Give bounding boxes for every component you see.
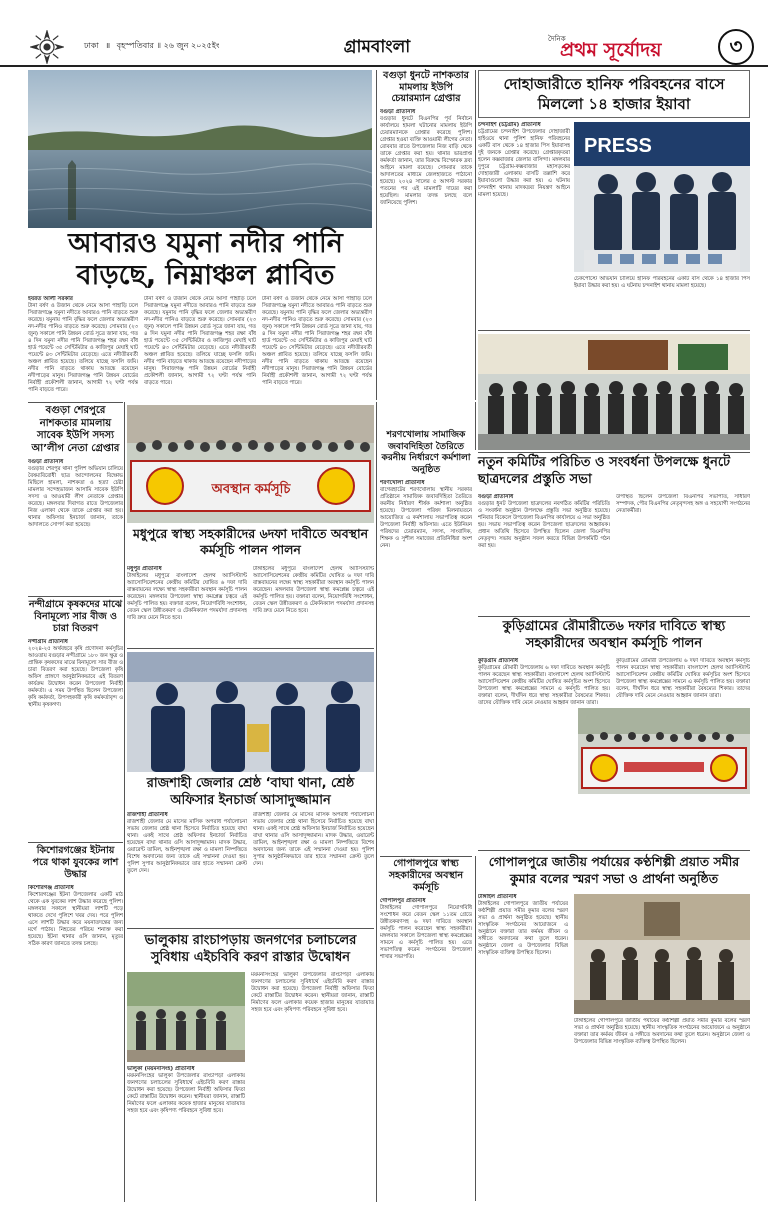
madhupur-byline: মধুপুর প্রতিনিধি [127,566,162,572]
road-inauguration-image [127,972,245,1062]
bhaluka-body-cont: ময়মনসিংহের ভালুকা উপজেলার রাংচাপড়া এলাকায় জনগণের চলাচলের সুবিধার্থে এইচবিবি করণ রাস্তার উদ্বোধন করা হয়েছে। উপজেলা নির্বাহী অফিসার ফিতা কেটে রাস্তাটির উদ্বোধন করেন। স্থানীয়রা জানান, রাস্তাটি নির্মাণের ফলে এলাকার কয়েক হাজার মানুষের যাতায়াত সহজ হবে এবং কৃষিপণ্য পরিবহনে সুবিধা হবে। [251,972,374,1013]
rule-6 [475,856,476,1201]
nandigram-body: ২০২৪-২৫ অর্থবছরে কৃষি প্রণোদনা কর্মসূচির আওতায় বগুড়ার নন্দীগ্রামে ১৮০ জন ক্ষুদ্র ও প্রান্তিক কৃষকদের মাঝে বিনামূল্যে সার বীজ ও চারা বিতরণ করা হয়েছে। উপজেলা কৃষি অফিস প্রাঙ্গণে আনুষ্ঠানিকভাবে এই বিতরণ কার্যক্রম উদ্বোধন করেন উপজেলা নির্বাহী কর্মকর্তা। এ সময় উপস্থিত ছিলেন উপজেলা কৃষি কর্মকর্তা, উপসহকারী কৃষি কর্মকর্তাবৃন্দ ও স্থানীয় কৃষকগণ। [28,646,123,708]
bogura-sherpur-body: বগুড়ার শেরপুর থানা পুলিশ অভিযান চালিয়ে বৈষম্যবিরোধী ছাত্র আন্দোলনের বিক্ষোভ মিছিলে হামলা, নাশকতা ও হত্যা চেষ্টা মামলার সন্দেহভাজন আসামি সাবেক ইউপি সদস্য ও আওয়ামী লীগ নেতাকে গ্রেপ্তার করেছে। মঙ্গলবার দিবাগত রাতে উপজেলার নিজ এলাকা থেকে তাকে গ্রেপ্তার করা হয়। থানার অফিসার ইনচার্জ জানান, তাকে আদালতে সোপর্দ করা হয়েছে। [28,466,123,528]
rule-3 [124,402,125,1202]
lead-body: টানা বর্ষণ ও উজান থেকে নেমে আসা পাহাড়ি ঢলে সিরাজগঞ্জে যমুনা নদীতে আবারও পানি বাড়তে শুরু করেছে। যমুনায় পানি বৃদ্ধির ফলে জেলার অভ্যন্তরীণ নদ-নদীর পানিও বাড়তে শুরু করেছে। সোমবার (২৩ জুন) সকালে পানি উন্নয়ন বোর্ড সূত্রে জানা যায়, গত ৪ দিন যমুনা নদীর পানি সিরাজগঞ্জ শহর রক্ষা বাঁধ হার্ড পয়েন্টে ৩৫ সেন্টিমিটার ও কাজিপুর মেঘাই ঘাট পয়েন্টে ৪৩ সেন্টিমিটার বেড়েছে। এতে নদীতীরবর্তী অঞ্চল প্লাবিত হয়েছে। তলিয়ে যাচ্ছে ফসলি জমি। নদীর পানি বাড়তে থাকায় আতঙ্কে রয়েছেন নদীপাড়ের মানুষ। সিরাজগঞ্জ পানি উন্নয়ন বোর্ডের নির্বাহী প্রকৌশলী জানান, আগামী ৭২ ঘণ্টা পর্যন্ত পানি বাড়তে পারে। [28,303,138,393]
rule-h1 [478,330,750,331]
kurigram-headline: কুড়িগ্রামের রৌমারীতে৬ দফার দাবিতে স্বাস্থ্য সহকারীদের অবস্থান কর্মসূচি পালন [502,619,726,651]
bhaluka-text-col2 [251,972,374,1196]
dohazari-byline: চন্দনাইশ (চট্টগ্রাম) প্রতিনিধি [478,122,541,128]
madhupur-banner: অবস্থান কর্মসূচি [211,482,291,497]
bhaluka-byline: ভালুকা (ময়মনসিংহ) প্রতিনিধি [127,1066,195,1072]
kurigram-text-col2 [616,658,750,704]
gopalpur-memorial-text-col1 [478,894,568,1194]
location: ঢাকা [84,41,99,50]
police-press-image [574,122,750,272]
bogura-sherpur-text [28,459,123,589]
sharankhola-body: বাগেরহাটের শরণখোলায় স্থানীয় সরকার প্রতিষ্ঠানে সামাজিক জবাবদিহিতা তৈরিতে করনীয় নির্ধারণ শীর্ষক কর্মশালা অনুষ্ঠিত হয়েছে। উপজেলা পরিষদ মিলনায়তনে আয়োজিত এ কর্মশালায় সভাপতিত্ব করেন উপজেলা নির্বাহী অফিসার। এতে ইউনিয়ন পরিষদের চেয়ারম্যান, সদস্য, সাংবাদিক, শিক্ষক ও সুশীল সমাজের প্রতিনিধিরা অংশ নেন। [380,487,472,549]
bogura-dhunat-headline: বগুড়া ধুনটে নাশকতার মামলায় ইউপি চেয়ারম্যান গ্রেপ্তার [383,70,469,104]
madhupur-text-col1 [127,566,247,644]
madhupur-headline: মধুপুরে স্বাস্থ্য সহকারীদের ৬দফা দাবীতে অবস্থান কর্মসূচি পালন পালন [132,526,369,557]
press-banner: PRESS [584,135,652,157]
rajshahi-text-col2 [253,812,374,924]
dohazari-body: চট্টগ্রামের চন্দনাইশ উপজেলার দোহাজারী হাইওয়ে থানা পুলিশ হানিফ পরিবহনের একটি বাস থেকে ১৪ হাজার পিস ইয়াবাসহ দুই জনকে গ্রেপ্তার করেছে। গ্রেপ্তারকৃতরা হলেন কক্সবাজার জেলার বাসিন্দা। মঙ্গলবার দুপুরে চট্টগ্রাম-কক্সবাজার মহাসড়কের দোহাজারী এলাকায় বাসটি তল্লাশি করে ইয়াবাগুলো উদ্ধার করা হয়। এ ঘটনায় চন্দনাইশ থানায় মাদকদ্রব্য নিয়ন্ত্রণ আইনে মামলা হয়েছে। [478,129,570,198]
bhaluka-text-col1 [127,1066,245,1196]
rule-h10 [127,928,374,929]
kurigram-body: কুড়িগ্রামের রৌমারী উপজেলায় ৬ দফা দাবিতে অবস্থান কর্মসূচি পালন করেছেন স্বাস্থ্য সহকারীরা। বাংলাদেশ হেলথ অ্যাসিস্ট্যান্ট অ্যাসোসিয়েশন কেন্দ্রীয় কমিটির ঘোষিত কর্মসূচির অংশ হিসেবে উপজেলা স্বাস্থ্য কমপ্লেক্সের সামনে এ কর্মসূচি পালিত হয়। বক্তারা বলেন, দীর্ঘদিন ধরে স্বাস্থ্য সহকারীরা বৈষম্যের শিকার। তাদের যৌক্তিক দাবি মেনে নেওয়ার আহ্বান জানান তারা। [478,665,610,706]
rule-h5 [127,648,374,649]
rule-h4 [28,596,123,597]
gopalpur-health-byline: গোপালপুর প্রতিনিধি [380,898,426,904]
bogura-dhunat-byline: বগুড়া প্রতিনিধি [380,108,416,115]
paper-name: প্রথম সূর্যোদয় [560,39,662,61]
rajshahi-body-cont: রাজশাহী জেলার মে মাসের মাসিক অপরাধ পর্যালোচনা সভায় জেলার শ্রেষ্ঠ থানা হিসেবে নির্বাচিত হয়েছে বাঘা থানা। একই সাথে শ্রেষ্ঠ অফিসার ইনচার্জ নির্বাচিত হয়েছেন বাঘা থানার ওসি আসাদুজ্জামান। মাদক উদ্ধার, ওয়ারেন্ট তামিল, আইনশৃঙ্খলা রক্ষা ও মামলা নিষ্পত্তিতে বিশেষ অবদানের জন্য তাকে এই সম্মাননা দেওয়া হয়। পুলিশ সুপার আনুষ্ঠানিকভাবে তার হাতে সম্মাননা ক্রেস্ট তুলে দেন। [253,812,374,867]
page-number [718,29,754,65]
lead-body-cont2: টানা বর্ষণ ও উজান থেকে নেমে আসা পাহাড়ি ঢলে সিরাজগঞ্জে যমুনা নদীতে আবারও পানি বাড়তে শুরু করেছে। যমুনায় পানি বৃদ্ধির ফলে জেলার অভ্যন্তরীণ নদ-নদীর পানিও বাড়তে শুরু করেছে। সোমবার (২৩ জুন) সকালে পানি উন্নয়ন বোর্ড সূত্রে জানা যায়, গত ৪ দিন যমুনা নদীর পানি সিরাজগঞ্জ শহর রক্ষা বাঁধ হার্ড পয়েন্টে ৩৫ সেন্টিমিটার ও কাজিপুর মেঘাই ঘাট পয়েন্টে ৪৩ সেন্টিমিটার বেড়েছে। এতে নদীতীরবর্তী অঞ্চল প্লাবিত হয়েছে। তলিয়ে যাচ্ছে ফসলি জমি। নদীর পানি বাড়তে থাকায় আতঙ্কে রয়েছেন নদীপাড়ের মানুষ। সিরাজগঞ্জ পানি উন্নয়ন বোর্ডের নির্বাহী প্রকৌশলী জানান, আগামী ৭২ ঘণ্টা পর্যন্ত পানি বাড়তে পারে। [262,296,372,386]
river-photo [28,70,372,228]
sharankhola-article [380,402,472,852]
rule-1 [376,70,377,400]
dhunat-chhatra-names: উপস্থিত ছিলেন উপজেলা বিএনপির সভাপতি, সাধারণ সম্পাদক, পৌর বিএনপির নেতৃবৃন্দসহ অঙ্গ ও সহযোগী সংগঠনের নেতাকর্মীরা। [616,494,750,514]
dhunat-chhatra-byline: বগুড়া প্রতিনিধি [478,494,514,500]
rule-h3 [478,452,750,453]
river-image [28,70,372,228]
dohazari-article [478,70,750,330]
rule-5 [475,402,476,450]
rajshahi-headline: রাজশাহী জেলার শ্রেষ্ঠ ‘বাঘা থানা, শ্রেষ্ঠ অফিসার ইনচার্জ আসাদুজ্জামান [146,776,355,808]
issue-date: বৃহস্পতিবার ॥ ২৬ জুন ২০২৫ইং [116,41,220,50]
bogura-sherpur-byline: বগুড়া প্রতিনিধি [28,459,64,465]
kishoreganj-byline: কিশোরগঞ্জ প্রতিনিধি [28,885,74,891]
kishoreganj-headline: কিশোরগঞ্জের ইটনায় পরে থাকা যুবকের লাশ উদ্ধার [32,845,119,880]
rule-h9 [478,850,750,851]
bogura-sherpur-headline: বগুড়া শেরপুরে নাশকতার মামলায় সাবেক ইউপি সদস্য আ’লীগ নেতা গ্রেপ্তার [31,405,120,454]
madhupur-photo [127,405,374,523]
kishoreganj-text [28,885,123,1185]
dohazari-caption: চেকপোস্টে অভিযান চালিয়ে হানিফ পরিবহনের একটি বাস থেকে ১৪ হাজার পিস ইয়াবা উদ্ধার করা হয়। এ ঘটনায় চন্দনাইশ থানায় মামলা হয়েছে। [574,276,750,289]
kurigram-byline: কুড়িগ্রাম প্রতিনিধি [478,658,519,664]
gopalpur-memorial-body-cont: টাঙ্গাইলের গোপালপুরে জাতীয় পর্যায়ের কণ্ঠশিল্পী প্রয়াত সমীর কুমার বলের স্মরণ সভা ও প্রার্থনা অনুষ্ঠিত হয়েছে। স্থানীয় সাংস্কৃতিক সংগঠনের আয়োজনে এ অনুষ্ঠানে বক্তারা তার কর্মময় জীবন ও সঙ্গীতে অবদানের কথা তুলে ধরেন। অনুষ্ঠানে জেলা ও উপজেলার বিভিন্ন সাংস্কৃতিক ব্যক্তিত্ব উপস্থিত ছিলেন। [574,1018,750,1045]
bhaluka-body: ময়মনসিংহের ভালুকা উপজেলার রাংচাপড়া এলাকায় জনগণের চলাচলের সুবিধার্থে এইচবিবি করণ রাস্তার উদ্বোধন করা হয়েছে। উপজেলা নির্বাহী অফিসার ফিতা কেটে রাস্তাটির উদ্বোধন করেন। স্থানীয়রা জানান, রাস্তাটি নির্মাণের ফলে এলাকার কয়েক হাজার মানুষের যাতায়াত সহজ হবে এবং কৃষিপণ্য পরিবহনে সুবিধা হবে। [127,1073,245,1114]
lead-headline: আবারও যমুনা নদীর পানি বাড়ছে, নিম্নাঞ্চল প্লাবিত [68,228,343,291]
rajshahi-text-col1 [127,812,247,924]
paper-tag: দৈনিক [548,35,566,43]
gopalpur-memorial-text-col2 [574,1018,750,1194]
gopalpur-memorial-byline: টাঙ্গাইল প্রতিনিধি [478,894,517,900]
madhupur-body-cont: টাঙ্গাইলের মধুপুরে বাংলাদেশ হেলথ অ্যাসিস্ট্যান্ট অ্যাসোসিয়েশনের কেন্দ্রীয় কমিটির ঘোষিত ৬ দফা দাবি বাস্তবায়নের লক্ষ্যে স্বাস্থ্য সহকারীরা অবস্থান কর্মসূচি পালন করেছেন। মঙ্গলবার উপজেলা স্বাস্থ্য কমপ্লেক্স চত্বরে এই কর্মসূচি পালিত হয়। বক্তারা বলেন, নিয়োগবিধি সংশোধন, বেতন স্কেল উন্নীতকরণ ও টেকনিক্যাল পদমর্যাদা প্রদানসহ দাবি দ্রুত মেনে নিতে হবে। [253,566,374,614]
rule-4 [376,402,377,1202]
rule-h2 [28,402,123,403]
gopalpur-health-text [380,898,472,1188]
section-title: গ্রামবাংলা [343,37,411,57]
lead-body-cont: টানা বর্ষণ ও উজান থেকে নেমে আসা পাহাড়ি ঢলে সিরাজগঞ্জে যমুনা নদীতে আবারও পানি বাড়তে শুরু করেছে। যমুনায় পানি বৃদ্ধির ফলে জেলার অভ্যন্তরীণ নদ-নদীর পানিও বাড়তে শুরু করেছে। সোমবার (২৩ জুন) সকালে পানি উন্নয়ন বোর্ড সূত্রে জানা যায়, গত ৪ দিন যমুনা নদীর পানি সিরাজগঞ্জ শহর রক্ষা বাঁধ হার্ড পয়েন্টে ৩৫ সেন্টিমিটার ও কাজিপুর মেঘাই ঘাট পয়েন্টে ৪৩ সেন্টিমিটার বেড়েছে। এতে নদীতীরবর্তী অঞ্চল প্লাবিত হয়েছে। তলিয়ে যাচ্ছে ফসলি জমি। নদীর পানি বাড়তে থাকায় আতঙ্কে রয়েছেন নদীপাড়ের মানুষ। সিরাজগঞ্জ পানি উন্নয়ন বোর্ডের নির্বাহী প্রকৌশলী জানান, আগামী ৭২ ঘণ্টা পর্যন্ত পানি বাড়তে পারে। [144,296,256,386]
rajshahi-body: রাজশাহী জেলার মে মাসের মাসিক অপরাধ পর্যালোচনা সভায় জেলার শ্রেষ্ঠ থানা হিসেবে নির্বাচিত হয়েছে বাঘা থানা। একই সাথে শ্রেষ্ঠ অফিসার ইনচার্জ নির্বাচিত হয়েছেন বাঘা থানার ওসি আসাদুজ্জামান। মাদক উদ্ধার, ওয়ারেন্ট তামিল, আইনশৃঙ্খলা রক্ষা ও মামলা নিষ্পত্তিতে বিশেষ অবদানের জন্য তাকে এই সম্মাননা দেওয়া হয়। পুলিশ সুপার আনুষ্ঠানিকভাবে তার হাতে সম্মাননা ক্রেস্ট তুলে দেন। [127,819,247,874]
nandigram-headline: নন্দীগ্রামে কৃষকদের মাঝে বিনামূল্যে সার বীজ ও চারা বিতরণ [28,599,123,634]
header-rule [0,65,768,67]
meeting-image [478,334,750,450]
nandigram-byline: নন্দীগ্রাম প্রতিনিধি [28,639,68,645]
sharankhola-byline: শরণখোলা প্রতিনিধি [380,480,425,486]
ornament-icon [30,30,64,64]
rajshahi-photo [127,652,374,772]
dhunat-chhatra-body: বগুড়ার ধুনট উপজেলা ছাত্রদলের নবগঠিত কমিটির পরিচিতি ও সংবর্ধনা অনুষ্ঠান উপলক্ষে প্রস্তুতি সভা অনুষ্ঠিত হয়েছে। শনিবার বিকেলে উপজেলা বিএনপির কার্যালয়ে এ সভা অনুষ্ঠিত হয়। সভায় সভাপতিত্ব করেন উপজেলা ছাত্রদলের আহ্বায়ক। প্রধান অতিথি হিসেবে উপস্থিত ছিলেন জেলা বিএনপির নেতৃবৃন্দ। সভায় অনুষ্ঠান সফল করতে বিভিন্ন উপকমিটি গঠন করা হয়। [478,501,610,549]
gopalpur-memorial-body: টাঙ্গাইলের গোপালপুরে জাতীয় পর্যায়ের কণ্ঠশিল্পী প্রয়াত সমীর কুমার বলের স্মরণ সভা ও প্রার্থনা অনুষ্ঠিত হয়েছে। স্থানীয় সাংস্কৃতিক সংগঠনের আয়োজনে এ অনুষ্ঠানে বক্তারা তার কর্মময় জীবন ও সঙ্গীতে অবদানের কথা তুলে ধরেন। অনুষ্ঠানে জেলা ও উপজেলার বিভিন্ন সাংস্কৃতিক ব্যক্তিত্ব উপস্থিত ছিলেন। [478,901,568,956]
dhunat-chhatra-text-col1 [478,494,610,612]
dohazari-headline: দোহাজারীতে হানিফ পরিবহনের বাসে মিললো ১৪ হাজার ইয়াবা [503,75,725,113]
gopalpur-memorial-headline: গোপালপুরে জাতীয় পর্যায়ের কণ্ঠশিল্পী প্রয়াত সমীর কুমার বলের স্মরণ সভা ও প্রার্থনা অনুষ্ঠিত [488,854,740,886]
dohazari-text [478,122,570,322]
page-number-value: ৩ [729,34,743,58]
nandigram-text [28,639,123,819]
masthead [0,0,768,68]
kishoreganj-body: কিশোরগঞ্জের ইটনা উপজেলার একটি মাঠ থেকে এক যুবকের লাশ উদ্ধার করেছে পুলিশ। মঙ্গলবার সকালে স্থানীয়রা লাশটি পড়ে থাকতে দেখে পুলিশে খবর দেয়। পরে পুলিশ এসে লাশটি উদ্ধার করে ময়নাতদন্তের জন্য মর্গে পাঠায়। নিহতের পরিচয় শনাক্ত করা হয়েছে। ইটনা থানার ওসি জানান, মৃত্যুর সঠিক কারণ জানতে তদন্ত চলছে। [28,892,123,947]
lead-body-col2 [144,296,256,401]
bogura-dhunat-text [380,109,472,374]
dhunat-chhatra-photo [478,334,750,450]
kurigram-body-cont: কুড়িগ্রামের রৌমারী উপজেলায় ৬ দফা দাবিতে অবস্থান কর্মসূচি পালন করেছেন স্বাস্থ্য সহকারীরা। বাংলাদেশ হেলথ অ্যাসিস্ট্যান্ট অ্যাসোসিয়েশন কেন্দ্রীয় কমিটির ঘোষিত কর্মসূচির অংশ হিসেবে উপজেলা স্বাস্থ্য কমপ্লেক্সের সামনে এ কর্মসূচি পালিত হয়। বক্তারা বলেন, দীর্ঘদিন ধরে স্বাস্থ্য সহকারীরা বৈষম্যের শিকার। তাদের যৌক্তিক দাবি মেনে নেওয়ার আহ্বান জানান তারা। [616,658,750,699]
bhaluka-photo [127,972,245,1062]
lead-byline: হযরত আলী সরকার [28,296,74,302]
kurigram-protest-image [578,708,750,794]
nandigram-article [28,599,123,839]
dhunat-chhatra-headline: নতুন কমিটির পরিচিত ও সংবর্ধনা উপলক্ষে ধুনটে ছাত্রদলের প্রস্তুতি সভা [478,455,731,487]
gopalpur-health-body: টাঙ্গাইলের গোপালপুরে নিয়োগবিধি সংশোধন করে বেতন স্কেল ১১তম গ্রেডে উন্নীতকরণসহ ৬ দফা দাবিতে অবস্থান কর্মসূচি পালন করেছেন স্বাস্থ্য সহকারীরা। মঙ্গলবার সকালে উপজেলা স্বাস্থ্য কমপ্লেক্সের সামনে এ কর্মসূচি পালিত হয়। এতে সভাপতিত্ব করেন সংগঠনের উপজেলা শাখার সভাপতি। [380,905,472,960]
police-award-image [127,652,374,772]
gopalpur-health-headline: গোপালপুরে স্বাস্থ্য সহকারীদের অবস্থান কর্মসূচি [388,858,464,893]
sharankhola-headline: শরণখোলায় সামাজিক জবাবদিহিতা তৈরিতে করনীয় নির্ধারণে কর্মশালা অনুষ্ঠিত [381,430,471,475]
lead-body-col3 [262,296,372,401]
rule-h7 [28,842,123,843]
dohazari-headline-box [478,70,750,118]
lead-body-col1 [28,296,138,401]
rajshahi-byline: রাজশাহী প্রতিনিধি [127,812,168,818]
bogura-dhunat-article [380,70,472,400]
dateline: ঢাকা ॥ বৃহস্পতিবার ॥ ২৬ জুন ২০২৫ইং [84,41,220,50]
kishoreganj-article [28,845,123,1200]
bogura-dhunat-body: বগুড়ার ধুনটে বিএনপির পূর্ব নির্বাচন কার্যালয়ে হামলা ঘটানোর মামলায় ইউপি চেয়ারম্যানকে গ্রেপ্তার করেছে পুলিশ। গ্রেপ্তার হওয়া ব্যক্তি আওয়ামী লীগের নেতা। রোববার রাতে উপজেলার নিজ বাড়ি থেকে তাকে গ্রেপ্তার করা হয়। থানার ভারপ্রাপ্ত কর্মকর্তা জানান, তার বিরুদ্ধে বিস্ফোরক দ্রব্য আইনে মামলা রয়েছে। সোমবার তাকে আদালতের মাধ্যমে জেলহাজতে পাঠানো হয়েছে। ২০২৪ সালের ৫ আগস্ট সরকার পতনের পর এই মামলাটি দায়ের করা হয়েছিল। মামলার তদন্ত চলছে বলে জানিয়েছে পুলিশ। [380,115,472,206]
gopalpur-health-article [380,858,472,1198]
dohazari-photo [574,122,750,272]
rule-h8 [380,856,472,857]
protest-image [127,405,374,523]
kurigram-article [478,618,750,848]
rule-h6 [478,616,750,617]
bogura-sherpur-article [28,405,123,595]
dhunat-chhatra-text-col2 [616,494,750,612]
memorial-image [574,894,750,1014]
rule-2 [475,70,476,400]
madhupur-text-col2 [253,566,374,644]
bhaluka-headline: ভালুকায় রাংচাপড়ায় জনগণের চলাচলের সুবিধায় এইচবিবি করণ রাস্তার উদ্বোধন [144,933,357,965]
gopalpur-memorial-photo [574,894,750,1014]
madhupur-body: টাঙ্গাইলের মধুপুরে বাংলাদেশ হেলথ অ্যাসিস্ট্যান্ট অ্যাসোসিয়েশনের কেন্দ্রীয় কমিটির ঘোষিত ৬ দফা দাবি বাস্তবায়নের লক্ষ্যে স্বাস্থ্য সহকারীরা অবস্থান কর্মসূচি পালন করেছেন। মঙ্গলবার উপজেলা স্বাস্থ্য কমপ্লেক্স চত্বরে এই কর্মসূচি পালিত হয়। বক্তারা বলেন, নিয়োগবিধি সংশোধন, বেতন স্কেল উন্নীতকরণ ও টেকনিক্যাল পদমর্যাদা প্রদানসহ দাবি দ্রুত মেনে নিতে হবে। [127,573,247,621]
kurigram-photo [578,708,750,794]
sharankhola-text [380,480,472,810]
